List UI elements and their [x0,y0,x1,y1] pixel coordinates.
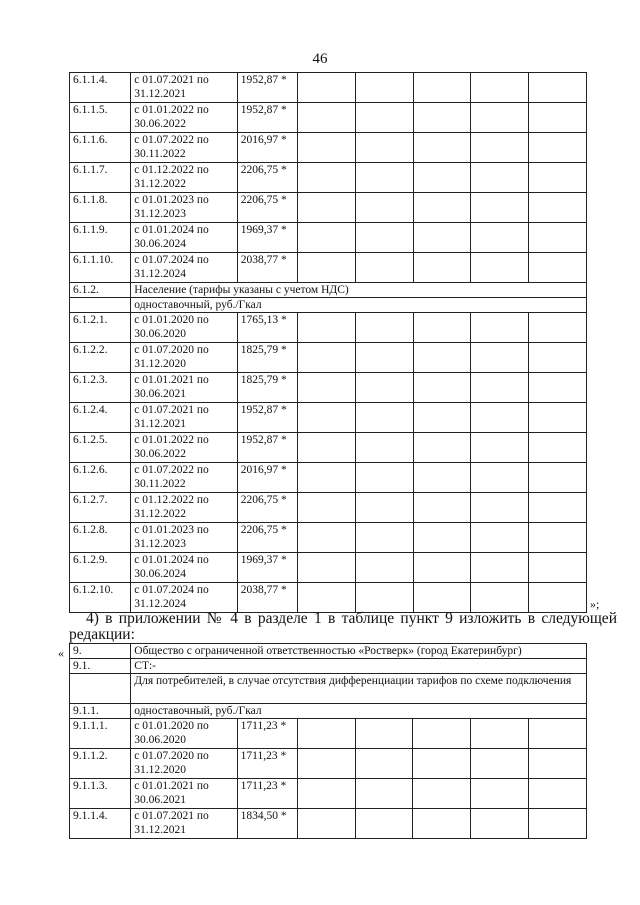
empty-cell [355,73,413,103]
period-cell [131,553,237,583]
section-title: одноставочный, руб./Гкал [131,298,587,313]
empty-cell [529,749,587,779]
empty-cell [297,313,355,343]
empty-cell [297,403,355,433]
period-to: 30.06.2024 [134,568,187,580]
period-cell [131,163,237,193]
section-title: СТ:- [131,659,587,674]
period-from: с 01.01.2023 по [134,194,209,206]
empty-cell [471,583,529,613]
table-row [70,463,587,493]
table-section-row [70,704,587,719]
empty-cell [529,433,587,463]
empty-cell [529,253,587,283]
period-to: 31.12.2021 [134,824,187,836]
period-from: с 01.01.2024 по [134,224,209,236]
empty-cell [355,373,413,403]
closing-quote: »; [590,597,600,611]
row-number: 6.1.2.2. [70,343,131,373]
tariff-value: 1765,13 * [237,313,297,343]
tariff-value: 1711,23 * [237,719,297,749]
row-number: 6.1.1.4. [70,73,131,103]
row-number: 6.1.2.7. [70,493,131,523]
row-number [70,298,131,313]
empty-cell [413,313,471,343]
row-number: 9.1.1.3. [70,779,131,809]
tariff-value: 1825,79 * [237,343,297,373]
period-to: 30.11.2022 [134,478,186,490]
empty-cell [471,403,529,433]
empty-cell [529,779,587,809]
row-number: 6.1.2.1. [70,313,131,343]
empty-cell [471,133,529,163]
row-number: 9.1.1.1. [70,719,131,749]
period-cell [131,493,237,523]
row-number: 6.1.1.9. [70,223,131,253]
empty-cell [413,73,471,103]
empty-cell [297,523,355,553]
tariff-value: 2016,97 * [237,463,297,493]
period-cell [131,523,237,553]
empty-cell [413,163,471,193]
period-from: с 01.01.2022 по [134,104,209,116]
empty-cell [297,493,355,523]
row-number: 6.1.1.8. [70,193,131,223]
empty-cell [529,163,587,193]
row-number: 6.1.1.6. [70,133,131,163]
empty-cell [471,253,529,283]
period-from: с 01.07.2021 по [134,74,209,86]
amendment-paragraph [69,611,617,643]
period-from: с 01.12.2022 по [134,494,209,506]
period-cell [131,343,237,373]
period-to: 30.06.2021 [134,388,187,400]
empty-cell [413,719,471,749]
period-from: с 01.07.2024 по [134,584,209,596]
note-text: Для потребителей, в случае отсутствия дифференциации тарифов по схеме подключения [131,674,587,704]
period-to: 30.06.2021 [134,794,187,806]
period-to: 31.12.2022 [134,508,187,520]
period-from: с 01.01.2020 по [134,720,209,732]
tariff-value: 2038,77 * [237,253,297,283]
period-cell [131,193,237,223]
period-to: 30.06.2022 [134,118,187,130]
table-row [70,223,587,253]
empty-cell [297,809,355,839]
table-row [70,719,587,749]
empty-cell [297,433,355,463]
empty-cell [471,343,529,373]
period-cell [131,373,237,403]
empty-cell [297,779,355,809]
tariff-value: 1952,87 * [237,433,297,463]
empty-cell [355,779,413,809]
empty-cell [355,719,413,749]
tariff-value: 2206,75 * [237,523,297,553]
empty-cell [355,553,413,583]
period-from: с 01.01.2020 по [134,314,209,326]
tariff-value: 1711,23 * [237,749,297,779]
empty-cell [529,493,587,523]
tariff-value: 1952,87 * [237,73,297,103]
row-number: 6.1.2.9. [70,553,131,583]
row-number: 9.1.1.2. [70,749,131,779]
empty-cell [529,343,587,373]
empty-cell [297,749,355,779]
empty-cell [529,553,587,583]
empty-cell [297,223,355,253]
empty-cell [529,223,587,253]
table-section-row [70,298,587,313]
period-from: с 01.12.2022 по [134,164,209,176]
empty-cell [471,163,529,193]
empty-cell [529,809,587,839]
table-row [70,103,587,133]
empty-cell [297,719,355,749]
table-row [70,433,587,463]
row-number: 9. [70,644,131,659]
period-from: с 01.07.2022 по [134,134,209,146]
tariff-value: 1969,37 * [237,223,297,253]
empty-cell [413,779,471,809]
period-to: 31.12.2020 [134,358,187,370]
empty-cell [355,583,413,613]
row-number: 6.1.1.5. [70,103,131,133]
table-row [70,163,587,193]
empty-cell [355,749,413,779]
table-section-row [70,674,587,704]
table-section-row [70,283,587,298]
empty-cell [297,163,355,193]
period-cell [131,403,237,433]
empty-cell [529,523,587,553]
empty-cell [529,73,587,103]
table-row [70,133,587,163]
period-to: 31.12.2021 [134,418,187,430]
table-row [70,809,587,839]
table-row [70,373,587,403]
empty-cell [413,253,471,283]
empty-cell [413,193,471,223]
empty-cell [529,583,587,613]
empty-cell [471,749,529,779]
empty-cell [355,193,413,223]
period-to: 31.12.2022 [134,178,187,190]
empty-cell [413,463,471,493]
empty-cell [471,103,529,133]
tariff-table-continued [69,72,587,613]
period-cell [131,779,237,809]
tariff-table-item-9 [69,643,587,839]
period-cell [131,133,237,163]
row-number: 6.1.2.10. [70,583,131,613]
empty-cell [413,433,471,463]
period-cell [131,809,237,839]
period-to: 31.12.2023 [134,538,187,550]
empty-cell [413,493,471,523]
empty-cell [471,523,529,553]
period-cell [131,73,237,103]
empty-cell [355,343,413,373]
empty-cell [529,103,587,133]
table-row [70,253,587,283]
empty-cell [471,373,529,403]
row-number: 9.1.1. [70,704,131,719]
paragraph-line-1: 4) в приложении № 4 в разделе 1 в таблице пункт 9 изложить в следующей [86,610,617,627]
period-cell [131,103,237,133]
period-from: с 01.01.2021 по [134,780,209,792]
table-row [70,749,587,779]
table-row [70,493,587,523]
period-to: 30.11.2022 [134,148,186,160]
table-row [70,193,587,223]
empty-cell [471,493,529,523]
empty-cell [355,103,413,133]
empty-cell [471,809,529,839]
empty-cell [471,193,529,223]
empty-cell [297,73,355,103]
opening-quote: « [58,646,64,660]
empty-cell [529,463,587,493]
empty-cell [471,433,529,463]
tariff-value: 2038,77 * [237,583,297,613]
empty-cell [297,463,355,493]
empty-cell [413,553,471,583]
period-to: 30.06.2022 [134,448,187,460]
row-number: 6.1.1.7. [70,163,131,193]
row-number: 6.1.2.6. [70,463,131,493]
period-to: 31.12.2021 [134,88,187,100]
empty-cell [297,343,355,373]
tariff-value: 2206,75 * [237,163,297,193]
table-row [70,583,587,613]
section-title: одноставочный, руб./Гкал [131,704,587,719]
empty-cell [355,809,413,839]
period-from: с 01.01.2023 по [134,524,209,536]
empty-cell [413,809,471,839]
period-cell [131,583,237,613]
table-row [70,553,587,583]
empty-cell [355,163,413,193]
period-cell [131,313,237,343]
empty-cell [355,493,413,523]
row-number: 6.1.2.4. [70,403,131,433]
table-row [70,73,587,103]
period-to: 31.12.2024 [134,598,187,610]
empty-cell [471,73,529,103]
empty-cell [413,373,471,403]
empty-cell [355,133,413,163]
empty-cell [355,403,413,433]
tariff-value: 1952,87 * [237,403,297,433]
period-from: с 01.07.2021 по [134,810,209,822]
period-to: 31.12.2020 [134,764,187,776]
empty-cell [471,779,529,809]
empty-cell [413,223,471,253]
section-title: Общество с ограниченной ответственностью «Ростверк» (город Екатеринбург) [131,644,587,659]
empty-cell [355,253,413,283]
paragraph-line-2: редакции: [69,626,135,643]
period-to: 30.06.2024 [134,238,187,250]
empty-cell [529,193,587,223]
period-from: с 01.07.2022 по [134,464,209,476]
empty-cell [471,463,529,493]
row-number: 6.1.2.8. [70,523,131,553]
empty-cell [297,133,355,163]
table-row [70,313,587,343]
empty-cell [297,193,355,223]
empty-cell [413,343,471,373]
tariff-value: 2206,75 * [237,193,297,223]
period-from: с 01.01.2021 по [134,374,209,386]
tariff-value: 1711,23 * [237,779,297,809]
empty-cell [471,553,529,583]
tariff-value: 1834,50 * [237,809,297,839]
period-to: 30.06.2020 [134,734,187,746]
row-number: 9.1.1.4. [70,809,131,839]
empty-cell [471,313,529,343]
table-row [70,403,587,433]
period-from: с 01.07.2024 по [134,254,209,266]
tariff-value: 1825,79 * [237,373,297,403]
period-cell [131,253,237,283]
empty-cell [529,313,587,343]
row-number: 6.1.2. [70,283,131,298]
empty-cell [529,719,587,749]
empty-cell [297,553,355,583]
empty-cell [355,463,413,493]
table-section-row [70,659,587,674]
period-from: с 01.07.2020 по [134,750,209,762]
row-number: 9.1. [70,659,131,674]
table-row [70,523,587,553]
tariff-value: 2206,75 * [237,493,297,523]
period-from: с 01.01.2024 по [134,554,209,566]
table-section-row [70,644,587,659]
empty-cell [355,223,413,253]
empty-cell [413,103,471,133]
period-from: с 01.07.2021 по [134,404,209,416]
empty-cell [529,403,587,433]
row-number [70,674,131,704]
period-cell [131,223,237,253]
period-from: с 01.01.2022 по [134,434,209,446]
empty-cell [355,523,413,553]
period-from: с 01.07.2020 по [134,344,209,356]
empty-cell [297,253,355,283]
table-row [70,779,587,809]
empty-cell [297,103,355,133]
row-number: 6.1.2.5. [70,433,131,463]
period-cell [131,749,237,779]
section-title: Население (тарифы указаны с учетом НДС) [131,283,587,298]
empty-cell [529,133,587,163]
period-to: 31.12.2023 [134,208,187,220]
row-number: 6.1.1.10. [70,253,131,283]
page-number: 46 [312,51,328,67]
empty-cell [297,583,355,613]
empty-cell [355,433,413,463]
tariff-value: 1969,37 * [237,553,297,583]
row-number: 6.1.2.3. [70,373,131,403]
period-cell [131,463,237,493]
empty-cell [413,403,471,433]
period-cell [131,433,237,463]
empty-cell [413,749,471,779]
period-to: 30.06.2020 [134,328,187,340]
empty-cell [355,313,413,343]
empty-cell [529,373,587,403]
empty-cell [413,583,471,613]
period-cell [131,719,237,749]
table-row [70,343,587,373]
empty-cell [471,719,529,749]
period-to: 31.12.2024 [134,268,187,280]
empty-cell [297,373,355,403]
empty-cell [471,223,529,253]
empty-cell [413,523,471,553]
empty-cell [413,133,471,163]
tariff-value: 2016,97 * [237,133,297,163]
tariff-value: 1952,87 * [237,103,297,133]
